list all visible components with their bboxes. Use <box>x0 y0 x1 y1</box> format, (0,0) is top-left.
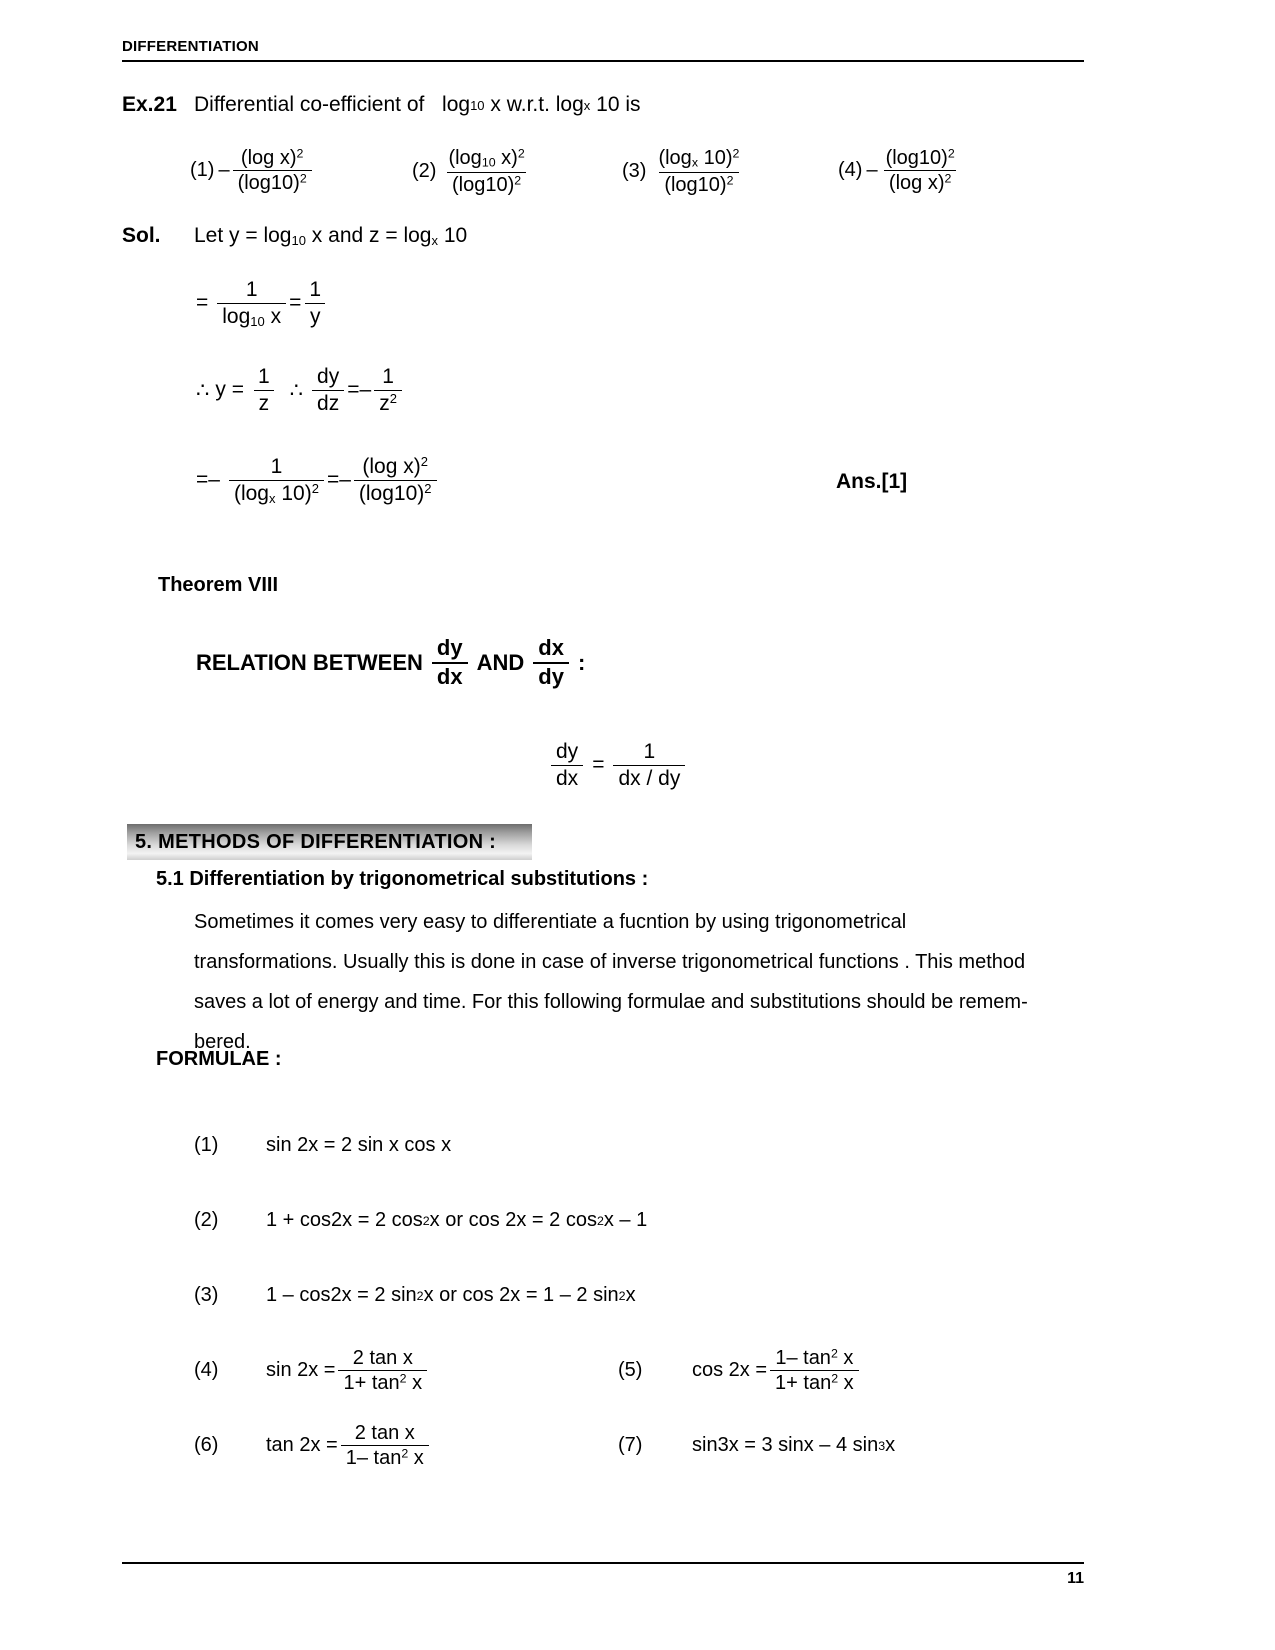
option-4-denominator-text: (log x) <box>888 172 945 195</box>
formula-4-den-text: 1+ tan <box>343 1372 400 1395</box>
step3-den2-exponent: 2 <box>424 481 432 497</box>
formula-3-part-1: 1 – cos2x = 2 sin <box>266 1284 417 1306</box>
relation-and: AND <box>476 649 525 675</box>
step1-numerator-2: 1 <box>309 278 322 302</box>
step3-fraction-2 <box>354 455 437 505</box>
option-1-denominator-exponent: 2 <box>299 171 307 186</box>
step3-minus-1: – <box>208 468 220 492</box>
step2-therefore-icon-2: ∴ <box>289 378 304 402</box>
formula-3-part-2: x or cos 2x = 1 – 2 sin <box>423 1284 619 1306</box>
formula-4-lhs: sin 2x = <box>266 1359 336 1382</box>
formula-6-body <box>266 1422 432 1470</box>
formula-2-part-2: x or cos 2x = 2 cos <box>429 1209 597 1231</box>
step2-numerator-2: dy <box>317 365 340 388</box>
option-4-denominator <box>884 170 956 194</box>
solution-statement <box>194 224 467 248</box>
page-number: 11 <box>1067 1570 1084 1587</box>
option-3-fraction <box>653 147 744 196</box>
step3-equals: = <box>196 468 209 492</box>
theorem-equation-rhs-numerator: 1 <box>643 740 656 763</box>
solution-step-2 <box>196 365 405 415</box>
formula-row-3 <box>194 1270 1094 1345</box>
formula-6-numerator: 2 tan x <box>354 1422 415 1444</box>
formula-6-number: (6) <box>194 1434 219 1456</box>
step3-num2-exponent: 2 <box>420 454 428 470</box>
step2-equals: = <box>347 378 360 402</box>
step3-numerator-1: 1 <box>270 455 283 478</box>
option-2-fraction <box>443 147 529 196</box>
example-tag: Ex.21 <box>122 93 177 116</box>
step3-den1-sub: x <box>268 490 276 506</box>
solution-statement-sub1: 10 <box>291 232 306 248</box>
option-2-numerator-text: (log <box>448 147 482 169</box>
solution-step-3 <box>196 455 440 506</box>
option-2-numerator-subscript: 10 <box>481 155 496 170</box>
solution-statement-a: Let y = log <box>194 224 292 247</box>
step3-fraction-1 <box>229 455 324 506</box>
theorem-equation-equals: = <box>592 753 605 777</box>
option-4-label: (4) <box>838 159 863 182</box>
formula-7-part-1: sin3x = 3 sinx – 4 sin <box>692 1434 879 1456</box>
step2-therefore-icon: ∴ <box>196 378 210 402</box>
step2-fraction-2 <box>312 365 344 415</box>
formula-7-body <box>692 1434 895 1457</box>
option-4-numerator <box>881 147 960 170</box>
formula-1-body <box>266 1134 451 1157</box>
paragraph-line-1: Sometimes it comes very easy to differentiate a fucntion by using trigonometrical <box>194 911 907 933</box>
formula-3-exponent-1: 2 <box>416 1288 424 1303</box>
step2-numerator-1: 1 <box>257 365 270 388</box>
relation-numerator-1: dy <box>436 635 463 660</box>
step2-den3-exponent: 2 <box>389 390 397 406</box>
formula-3-number: (3) <box>194 1284 219 1306</box>
formula-5-num-text: 1– tan <box>775 1347 831 1369</box>
formula-2-part-3: x – 1 <box>603 1209 648 1231</box>
formula-7-part-2: x <box>885 1434 896 1456</box>
option-2-numerator-exponent: 2 <box>517 146 525 161</box>
answer-label: Ans.[1] <box>836 470 908 493</box>
header-title: DIFFERENTIATION <box>122 38 259 55</box>
step2-denominator-2: dz <box>312 390 344 416</box>
option-3-numerator-text: (log <box>658 147 692 169</box>
footer-divider <box>122 1562 1084 1564</box>
formula-6-den-exponent: 2 <box>401 1446 409 1461</box>
step3-den1-exponent: 2 <box>311 480 319 496</box>
formula-7-exponent-1: 3 <box>878 1438 886 1453</box>
step3-den1-a: (log <box>233 481 269 505</box>
option-2-label: (2) <box>412 160 437 182</box>
step2-lhs: y = <box>215 378 244 402</box>
step3-den1-b: 10) <box>275 481 312 505</box>
option-4-sign: – <box>866 159 878 182</box>
example-log-term-2: log x <box>555 93 591 116</box>
formula-3-part-3: x <box>625 1284 636 1306</box>
formula-5-num-exponent: 2 <box>830 1346 838 1361</box>
option-2-denominator <box>447 172 526 196</box>
option-2-numerator-tail: x) <box>495 147 518 169</box>
step1-den1-sub: 10 <box>250 313 265 329</box>
formula-4-fraction <box>338 1347 427 1395</box>
option-3-numerator-exponent: 2 <box>732 146 740 161</box>
option-3-label: (3) <box>622 160 647 182</box>
solution-step-1 <box>196 278 329 329</box>
step2-fraction-3 <box>374 365 402 415</box>
formula-5-lhs: cos 2x = <box>692 1359 768 1382</box>
formula-5-den-tail: x <box>838 1372 854 1395</box>
step2-minus: – <box>359 378 372 402</box>
option-3-numerator-tail: 10) <box>698 147 733 169</box>
formula-1-text: sin 2x = 2 sin x cos x <box>266 1134 452 1156</box>
option-4-denominator-exponent: 2 <box>944 171 952 186</box>
relation-denominator-1: dx <box>432 662 468 690</box>
theorem-title: Theorem VIII <box>158 574 279 596</box>
example-log-base-1: 10 <box>470 97 485 113</box>
paragraph-line-3: saves a lot of energy and time. For this following formulae and substitutions should be remem- <box>194 991 1028 1013</box>
step2-denominator-3 <box>374 390 402 416</box>
option-4-fraction <box>881 147 960 195</box>
option-1-denominator-text: (log10) <box>237 172 300 195</box>
relation-fraction-1 <box>432 636 468 689</box>
step2-fraction-1 <box>253 365 275 415</box>
relation-fraction-2 <box>533 636 569 689</box>
option-3-numerator-subscript: x <box>691 155 699 170</box>
example-prompt-after: 10 is <box>596 93 641 116</box>
solution-line <box>122 224 467 248</box>
formula-6-lhs: tan 2x = <box>266 1434 338 1457</box>
solution-statement-sub2: x <box>431 232 438 248</box>
paragraph-line-4: bered. <box>194 1031 251 1053</box>
step2-denominator-1: z <box>254 390 275 416</box>
formula-2-body <box>266 1209 647 1232</box>
step1-fraction-1 <box>217 278 286 329</box>
step1-den1-a: log <box>222 304 251 328</box>
formulae-list <box>194 1120 1094 1495</box>
option-4-numerator-text: (log10) <box>885 147 948 169</box>
formula-4-den-tail: x <box>406 1372 423 1395</box>
option-2-numerator <box>443 147 529 172</box>
option-1-label: (1) <box>190 159 215 182</box>
subsection-paragraph <box>194 902 1088 1062</box>
example-options <box>190 142 1090 202</box>
formula-4-numerator: 2 tan x <box>352 1347 413 1369</box>
formula-4-body <box>266 1347 430 1395</box>
example-prompt-mid: x w.r.t. <box>490 93 550 116</box>
relation-colon: : <box>577 649 586 675</box>
theorem-equation-rhs-denominator: dx / dy <box>613 765 685 791</box>
option-1-sign: – <box>218 159 230 182</box>
option-3[interactable] <box>622 147 747 196</box>
solution-statement-c: 10 <box>437 224 468 247</box>
option-4[interactable] <box>838 147 963 195</box>
formula-2-part-1: 1 + cos2x = 2 cos <box>266 1209 423 1231</box>
solution-statement-b: x and z = log <box>305 224 432 247</box>
step1-denominator-1 <box>217 303 286 329</box>
solution-tag: Sol. <box>122 224 161 247</box>
step3-denominator-1 <box>229 480 324 506</box>
formula-6-denominator <box>341 1445 429 1469</box>
example-log-base-2: x <box>583 97 591 113</box>
section-header-label: 5. METHODS OF DIFFERENTIATION : <box>135 830 497 853</box>
formula-5-num-tail: x <box>837 1347 854 1369</box>
step1-numerator-1: 1 <box>245 278 258 301</box>
formula-5-numerator <box>770 1347 858 1370</box>
formula-5-body <box>692 1347 862 1395</box>
formula-5-number: (5) <box>618 1359 643 1381</box>
formula-row-4-5 <box>194 1345 1094 1420</box>
example-prompt <box>194 93 641 117</box>
option-1-numerator-exponent: 2 <box>296 146 304 161</box>
example-log-term-1: log 10 <box>442 93 485 116</box>
relation-denominator-2: dy <box>533 662 569 690</box>
formula-4-number: (4) <box>194 1359 219 1381</box>
step1-equals: = <box>196 291 209 315</box>
relation-prefix: RELATION BETWEEN <box>196 649 423 675</box>
relation-numerator-2: dx <box>538 635 564 660</box>
option-3-numerator <box>653 147 744 172</box>
step3-denominator-2 <box>354 480 437 506</box>
formula-5-fraction <box>770 1347 859 1395</box>
step2-numerator-3: 1 <box>382 365 394 388</box>
example-question-line <box>122 93 641 117</box>
option-1-numerator-text: (log x) <box>240 147 297 169</box>
step1-equals-2: = <box>289 291 302 315</box>
option-2[interactable] <box>412 147 533 196</box>
paragraph-line-2: transformations. Usually this is done in case of inverse trigonometrical functions . This method <box>194 951 1026 973</box>
step1-den1-b: x <box>264 304 282 328</box>
formula-row-6-7 <box>194 1420 1094 1495</box>
option-3-denominator <box>659 172 738 196</box>
formula-6-den-tail: x <box>408 1447 424 1470</box>
step2-den3-text: z <box>379 391 390 415</box>
header-divider <box>122 60 1084 62</box>
formulae-title: FORMULAE : <box>156 1048 282 1070</box>
formula-4-denominator <box>338 1370 427 1394</box>
theorem-relation-heading <box>196 636 585 689</box>
option-2-denominator-exponent: 2 <box>514 173 522 188</box>
theorem-equation-lhs-numerator: dy <box>556 740 579 763</box>
step3-num2-text: (log x) <box>362 455 421 479</box>
step1-fraction-2 <box>304 278 326 328</box>
formula-row-2 <box>194 1195 1094 1270</box>
theorem-equation <box>548 740 688 790</box>
step3-den2-text: (log10) <box>358 481 425 505</box>
option-3-denominator-exponent: 2 <box>726 173 734 188</box>
step1-denominator-2: y <box>305 303 326 329</box>
formula-row-1 <box>194 1120 1094 1195</box>
theorem-equation-lhs-denominator: dx <box>551 765 583 791</box>
option-3-denominator-text: (log10) <box>664 173 727 196</box>
theorem-equation-lhs <box>551 740 583 790</box>
option-1-numerator <box>236 147 308 170</box>
step3-equals-2: = <box>326 468 340 492</box>
option-1-denominator <box>233 170 312 194</box>
page-footer <box>122 1562 1084 1588</box>
formula-7-number: (7) <box>618 1434 643 1456</box>
formula-5-den-text: 1+ tan <box>775 1372 832 1395</box>
formula-5-denominator <box>770 1370 859 1394</box>
formula-6-fraction <box>341 1422 429 1470</box>
option-2-denominator-text: (log10) <box>452 173 515 196</box>
formula-3-exponent-2: 2 <box>618 1288 626 1303</box>
formula-2-exponent-1: 2 <box>422 1213 430 1228</box>
option-4-numerator-exponent: 2 <box>947 146 955 161</box>
formula-6-den-text: 1– tan <box>345 1447 402 1470</box>
formula-1-number: (1) <box>194 1134 219 1156</box>
formula-3-body <box>266 1284 636 1307</box>
theorem-equation-rhs <box>613 740 685 790</box>
formula-5-den-exponent: 2 <box>831 1371 839 1386</box>
subsection-title: 5.1 Differentiation by trigonometrical substitutions : <box>156 868 649 890</box>
example-prompt-before: Differential co-efficient of <box>194 93 425 116</box>
step3-numerator-2 <box>357 455 433 480</box>
step3-minus-2: – <box>339 468 351 492</box>
option-1-fraction <box>233 147 312 195</box>
option-1[interactable] <box>190 147 315 195</box>
formula-2-number: (2) <box>194 1209 219 1231</box>
formula-2-exponent-2: 2 <box>596 1213 604 1228</box>
formula-4-den-exponent: 2 <box>399 1371 407 1386</box>
page-header <box>122 38 1084 62</box>
section-header-bar <box>127 824 532 860</box>
